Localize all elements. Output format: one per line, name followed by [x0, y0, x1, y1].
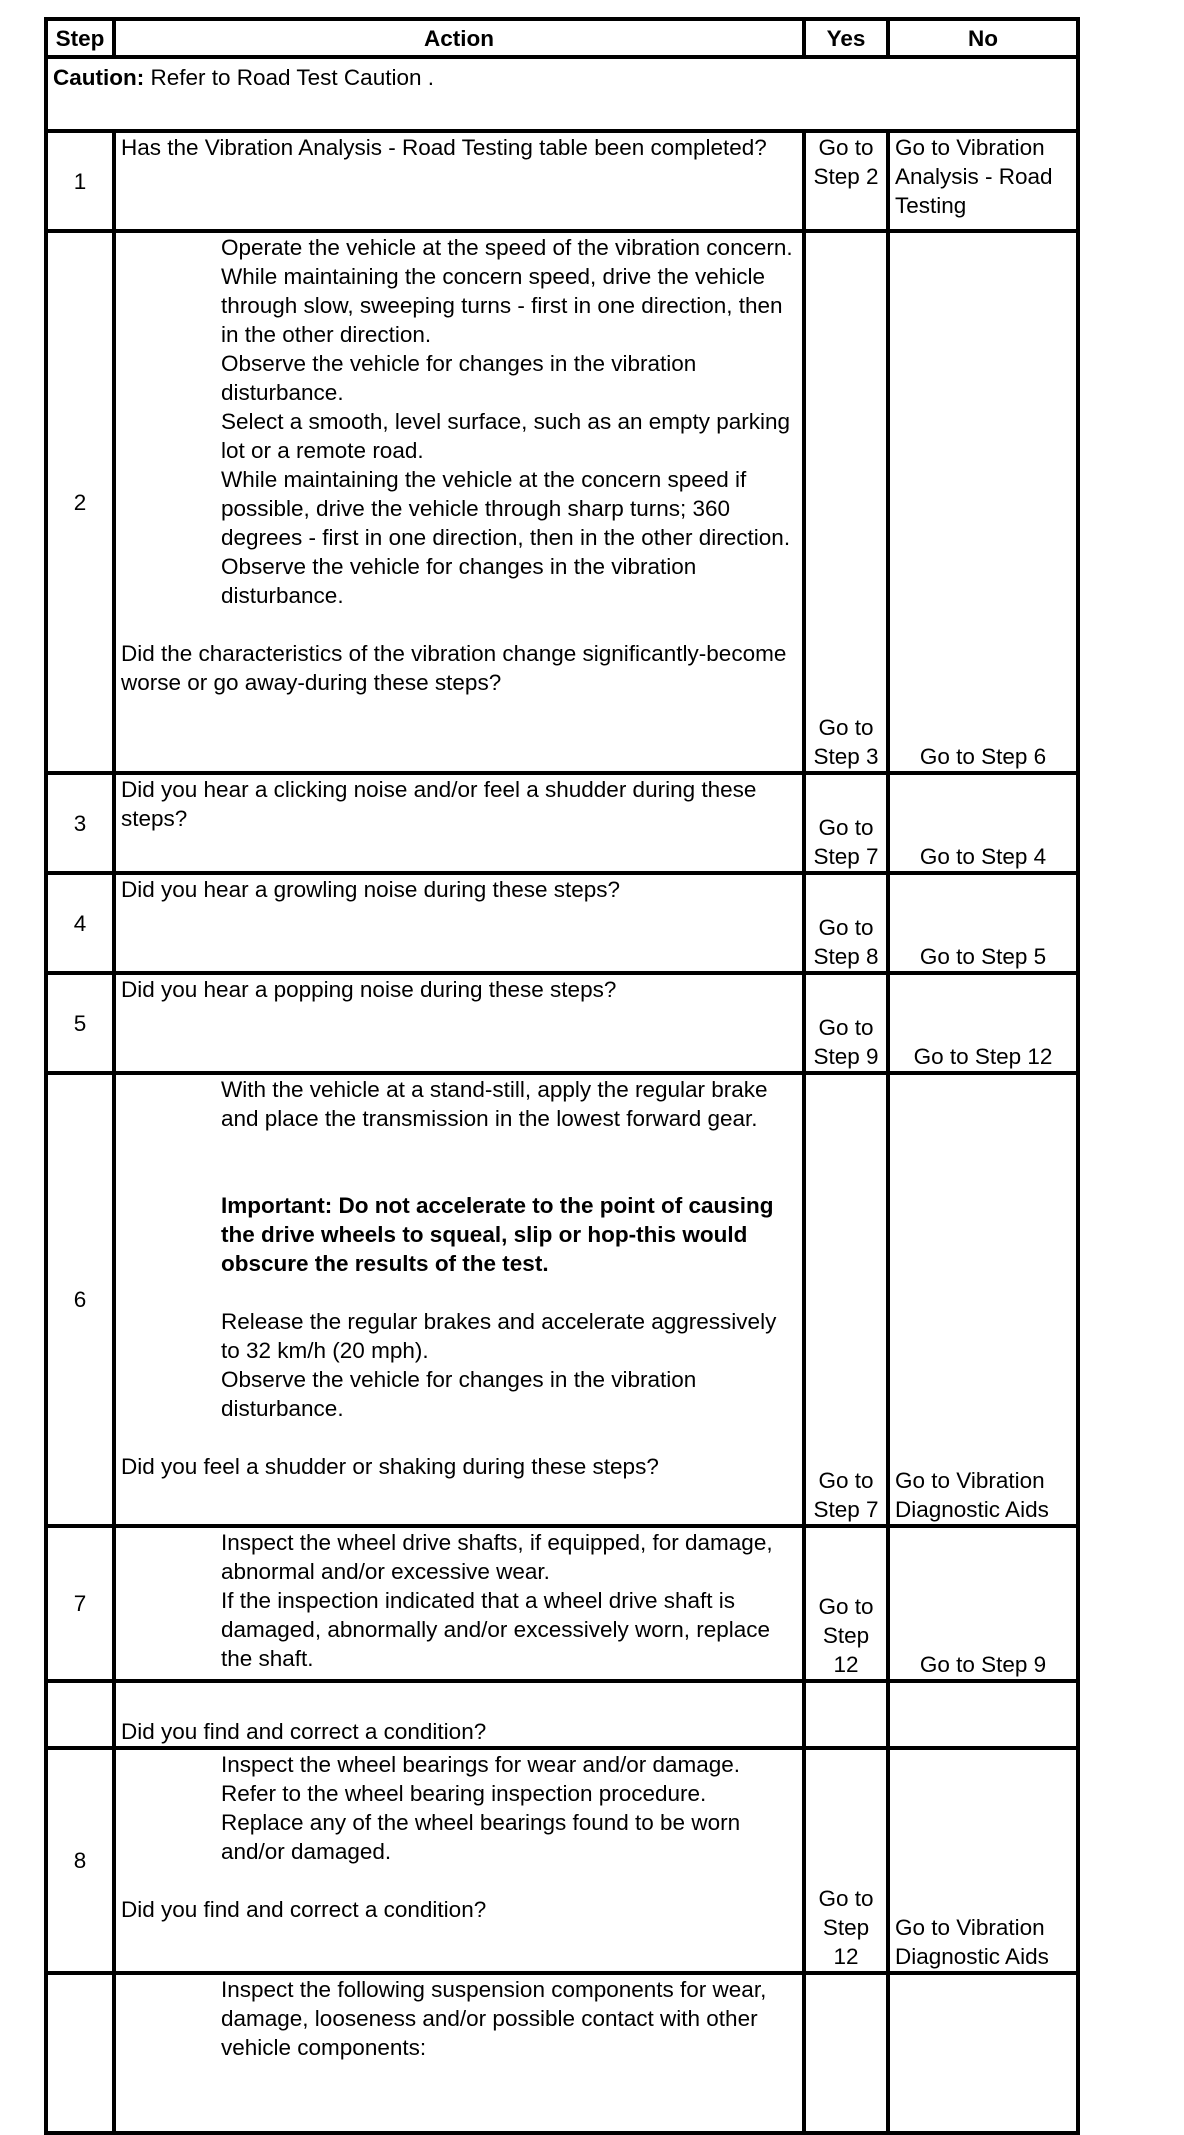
yes-action: Go to Step 9 — [804, 973, 888, 1073]
step-number: 3 — [46, 773, 114, 873]
table-row-step-6 — [46, 1073, 1078, 1526]
instruction-line: Release the regular brakes and accelerate aggressively to 32 km/h (20 mph). — [221, 1309, 777, 1363]
header-no: No — [888, 19, 1078, 57]
table-row-step-9 — [46, 1973, 1078, 2133]
caution-label: Caution: — [53, 65, 145, 90]
step-question: Did you hear a growling noise during these steps? — [114, 873, 804, 973]
step-question: Did you hear a popping noise during these steps? — [114, 973, 804, 1073]
step-question: Has the Vibration Analysis - Road Testing table been completed? — [114, 131, 804, 231]
no-action: Go to Step 12 — [888, 973, 1078, 1073]
table-row-step-4 — [46, 873, 1078, 973]
no-action: Go to Vibration Diagnostic Aids — [888, 1748, 1078, 1973]
instruction-line: If the inspection indicated that a wheel drive shaft is damaged, abnormally and/or excessively worn, replace the shaft. — [221, 1588, 771, 1671]
instruction-line: Observe the vehicle for changes in the vibration disturbance. — [221, 351, 697, 405]
instruction-line: Inspect the wheel drive shafts, if equipped, for damage, abnormal and/or excessive wear. — [221, 1530, 773, 1584]
yes-action: Go to Step 7 — [804, 773, 888, 873]
yes-action: Go to Step 7 — [804, 1073, 888, 1526]
step-number: 7 — [46, 1526, 114, 1681]
instruction-line: Operate the vehicle at the speed of the vibration concern. — [221, 235, 793, 260]
step-action — [114, 1973, 804, 2133]
no-action: Go to Step 6 — [888, 231, 1078, 773]
step-question: Did you feel a shudder or shaking during these steps? — [121, 1454, 659, 1479]
step-question: Did you hear a clicking noise and/or feel a shudder during these steps? — [114, 773, 804, 873]
step-question: Did you find and correct a condition? — [121, 1897, 487, 1922]
table-row-step-5 — [46, 973, 1078, 1073]
step-number: 4 — [46, 873, 114, 973]
no-action: Go to Vibration Diagnostic Aids — [888, 1073, 1078, 1526]
table-row-step-7-question — [46, 1681, 1078, 1748]
step-number: 1 — [46, 131, 114, 231]
header-action: Action — [114, 19, 804, 57]
caution-text: Refer to Road Test Caution . — [150, 65, 434, 90]
step-number: 8 — [46, 1748, 114, 1973]
step-action — [114, 231, 804, 773]
step-action — [114, 1526, 804, 1681]
instruction-line: While maintaining the vehicle at the concern speed if possible, drive the vehicle through sharp turns; 360 degrees - first in one direction, then in the other direction. — [221, 467, 791, 550]
table-row-step-8 — [46, 1748, 1078, 1973]
yes-action: Go to Step 8 — [804, 873, 888, 973]
instruction-line: Inspect the following suspension components for wear, damage, looseness and/or possible contact with other vehicle components: — [221, 1977, 767, 2060]
table-row-step-2 — [46, 231, 1078, 773]
instruction-line: Observe the vehicle for changes in the vibration disturbance. — [221, 1367, 697, 1421]
no-action: Go to Step 4 — [888, 773, 1078, 873]
yes-action: Go to Step 12 — [804, 1748, 888, 1973]
no-action: Go to Step 9 — [888, 1526, 1078, 1681]
instruction-line: Inspect the wheel bearings for wear and/or damage. Refer to the wheel bearing inspection procedure. — [221, 1752, 741, 1806]
step-number: 2 — [46, 231, 114, 773]
instruction-line: Select a smooth, level surface, such as an empty parking lot or a remote road. — [221, 409, 791, 463]
instruction-line: Replace any of the wheel bearings found to be worn and/or damaged. — [221, 1810, 741, 1864]
step-question: Did the characteristics of the vibration change significantly-become worse or go away-during these steps? — [121, 641, 787, 695]
step-action — [114, 1748, 804, 1973]
instruction-line: Observe the vehicle for changes in the vibration disturbance. — [221, 554, 697, 608]
yes-action: Go to Step 2 — [804, 131, 888, 231]
instruction-line: With the vehicle at a stand-still, apply the regular brake and place the transmission in the lowest forward gear. — [221, 1077, 768, 1131]
diagnostic-table — [44, 17, 1080, 2135]
no-action: Go to Vibration Analysis - Road Testing — [888, 131, 1078, 231]
header-step: Step — [46, 19, 114, 57]
header-row — [46, 19, 1078, 57]
table-row-step-1 — [46, 131, 1078, 231]
yes-action: Go to Step 12 — [804, 1526, 888, 1681]
important-note: Important: Do not accelerate to the point of causing the drive wheels to squeal, slip or hop-this would obscure the results of the test. — [221, 1193, 774, 1276]
instruction-line: While maintaining the concern speed, drive the vehicle through slow, sweeping turns - first in one direction, then in the other direction. — [221, 264, 783, 347]
step-action — [114, 1073, 804, 1526]
header-yes: Yes — [804, 19, 888, 57]
table-row-step-7 — [46, 1526, 1078, 1681]
yes-action: Go to Step 3 — [804, 231, 888, 773]
no-action: Go to Step 5 — [888, 873, 1078, 973]
caution-row — [46, 57, 1078, 131]
caution-cell — [46, 57, 1078, 131]
step-number: 5 — [46, 973, 114, 1073]
step-question: Did you find and correct a condition? — [114, 1681, 804, 1748]
step-number: 6 — [46, 1073, 114, 1526]
table-row-step-3 — [46, 773, 1078, 873]
